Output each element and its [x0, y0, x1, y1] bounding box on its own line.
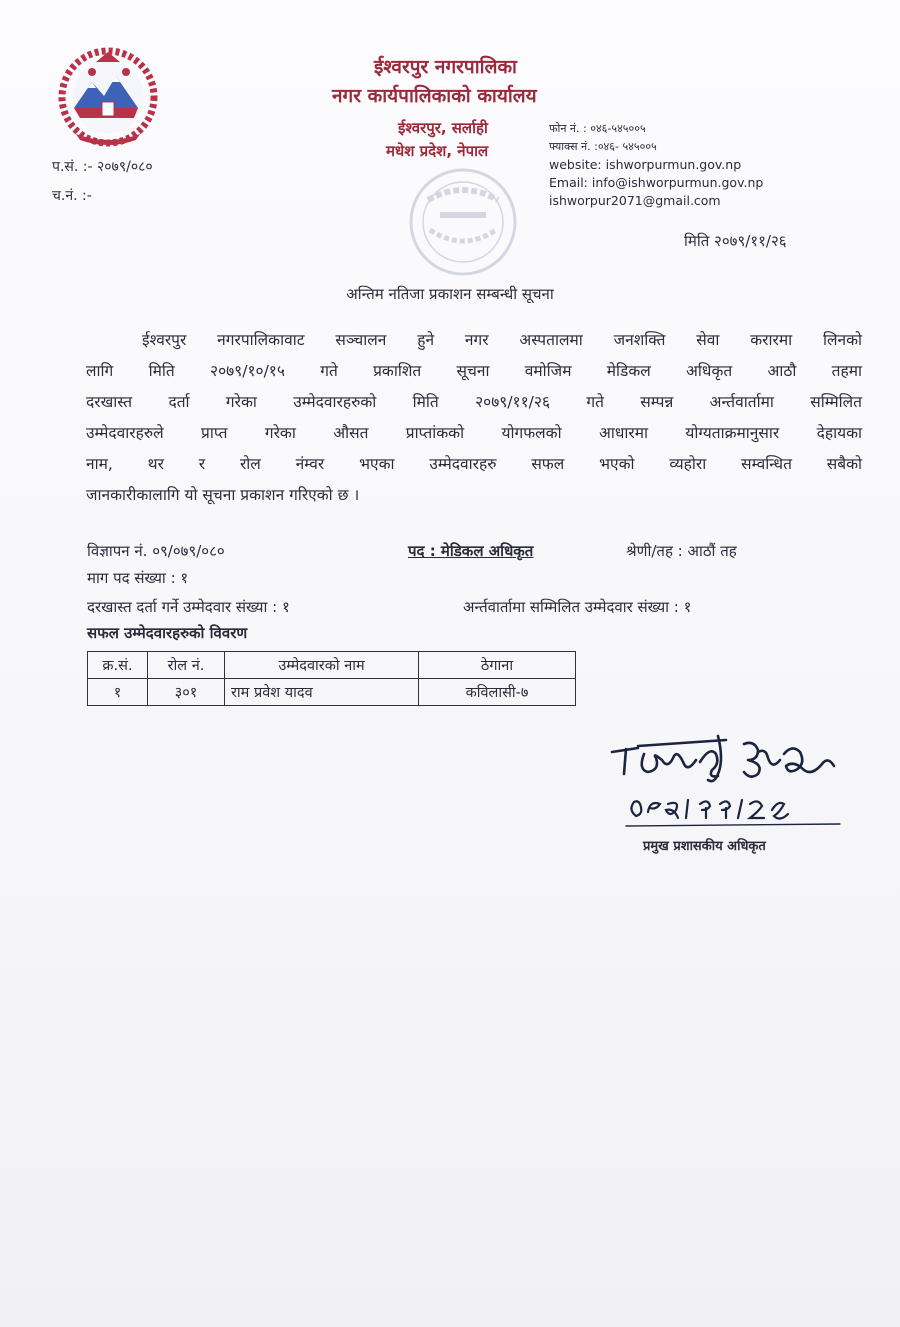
fax-number: फ्याक्स नं. :०४६- ५४५००५	[549, 140, 657, 153]
body-line: जानकारीकालागि यो सूचना प्रकाशन गरिएको छ ।	[86, 486, 360, 504]
nepal-emblem-icon	[52, 42, 164, 152]
table-row	[88, 679, 576, 706]
municipality-name: ईश्वरपुर नगरपालिका	[374, 56, 517, 78]
body-line: उम्मेदवारहरुले प्राप्त गरेका औसत प्राप्तांकको योगफलको आधारमा योग्यताक्रमानुसार देहायका	[86, 424, 862, 442]
letter-reference-number: प.सं. :- २०७९/०८०	[52, 159, 153, 175]
office-location: ईश्वरपुर, सर्लाही	[398, 119, 488, 137]
notice-subject: अन्तिम नतिजा प्रकाशन सम्बन्धी सूचना	[346, 285, 554, 303]
body-line: नाम, थर र रोल नंम्वर भएका उम्मेदवारहरु सफल भएको व्यहोरा सम्वन्धित सबैको	[86, 455, 862, 473]
notice-date: मिति २०७९/११/२६	[684, 232, 787, 250]
notice-body	[86, 325, 862, 511]
column-header-serial: क्र.सं.	[88, 652, 148, 679]
cell-roll: ३०१	[148, 679, 225, 706]
office-province: मधेश प्रदेश, नेपाल	[386, 142, 489, 160]
email-address-secondary[interactable]: ishworpur2071@gmail.com	[549, 193, 721, 208]
cell-name: राम प्रवेश यादव	[225, 679, 419, 706]
cell-serial: १	[88, 679, 148, 706]
dispatch-number: च.नं. :-	[52, 188, 92, 204]
demand-posts-count: माग पद संख्या : १	[87, 569, 189, 587]
table-header-row	[88, 652, 576, 679]
cell-address: कविलासी-७	[419, 679, 576, 706]
column-header-name: उम्मेदवारको नाम	[225, 652, 419, 679]
post-title: पद : मेडिकल अधिकृत	[408, 542, 534, 560]
body-line: लागि मिति २०७९/१०/१५ गते प्रकाशित सूचना वमोजिम मेडिकल अधिकृत आठौ तहमा	[86, 362, 862, 380]
column-header-address: ठेगाना	[419, 652, 576, 679]
phone-number: फोन नं. : ०४६-५४५००५	[549, 122, 646, 135]
column-header-roll: रोल नं.	[148, 652, 225, 679]
successful-candidates-table	[87, 651, 576, 706]
body-line: दरखास्त दर्ता गरेका उम्मेदवारहरुको मिति २०७९/११/२६ गते सम्पन्न अर्न्तवार्तामा सम्मिलित	[86, 393, 862, 411]
email-address[interactable]: Email: info@ishworpurmun.gov.np	[549, 175, 764, 190]
advertisement-number: विज्ञापन नं. ०९/०७९/०८०	[87, 542, 225, 560]
office-stamp-icon	[368, 160, 538, 280]
office-name: नगर कार्यपालिकाको कार्यालय	[332, 85, 537, 107]
signature-icon	[608, 730, 853, 830]
successful-candidates-heading: सफल उम्मेदवारहरुको विवरण	[87, 624, 248, 642]
website-link[interactable]: website: ishworpurmun.gov.np	[549, 157, 742, 172]
body-line: ईश्वरपुर नगरपालिकावाट सञ्चालन हुने नगर अस्पतालमा जनशक्ति सेवा करारमा लिनको	[142, 331, 862, 349]
applicants-count: दरखास्त दर्ता गर्ने उम्मेदवार संख्या : १	[87, 598, 290, 616]
contact-block	[549, 120, 763, 210]
chief-administrative-officer-title: प्रमुख प्रशासकीय अधिकृत	[643, 839, 766, 854]
post-level: श्रेणी/तह : आठौं तह	[626, 542, 737, 560]
interviewed-count: अर्न्तवार्तामा सम्मिलित उम्मेदवार संख्या : १	[463, 598, 692, 616]
